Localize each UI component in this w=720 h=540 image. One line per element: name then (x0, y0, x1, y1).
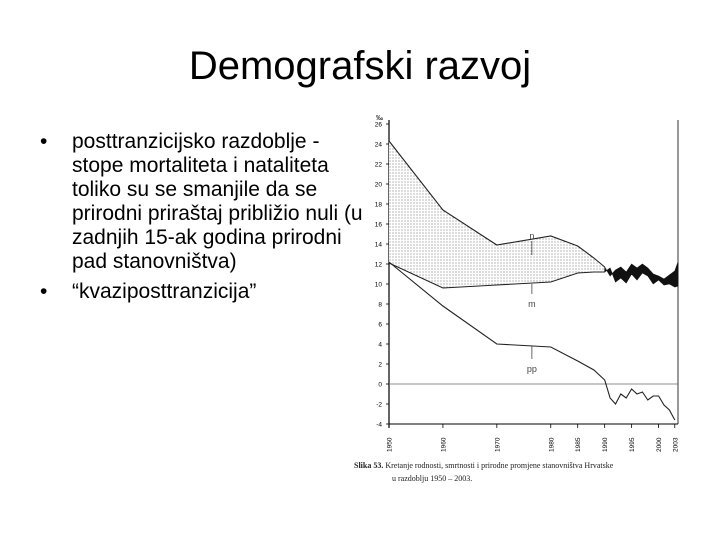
x-tick-label: 1995 (629, 437, 637, 452)
y-tick-label: 6 (378, 321, 382, 329)
bullet-dot: • (40, 130, 48, 153)
y-tick-label: 0 (378, 381, 382, 389)
x-tick-label: 1970 (494, 437, 502, 452)
x-tick-label: 2003 (672, 437, 680, 452)
slide-title: Demografski razvoj (188, 44, 532, 88)
y-tick-label: 20 (374, 181, 382, 189)
late-period-band (605, 262, 678, 287)
series-label-pp: pp (526, 364, 537, 374)
bullet-item (40, 130, 370, 274)
y-tick-label: 18 (374, 201, 382, 209)
y-tick-label: 26 (374, 121, 382, 129)
bullet-dot: • (40, 280, 48, 303)
series-label-n: n (529, 231, 535, 241)
natality-mortality-band (389, 141, 605, 288)
y-tick-label: 2 (378, 361, 382, 369)
caption-text: Kretanje rodnosti, smrtnosti i prirodne promjene stanovništva Hrvatske (385, 461, 614, 470)
caption-label: Slika 53. (354, 461, 384, 470)
x-tick-label: 1985 (575, 437, 583, 452)
bullet-text: “kvaziposttranzicija” (72, 280, 257, 303)
x-tick-label: 1960 (440, 437, 448, 452)
caption-text-line2: u razdoblju 1950 – 2003. (392, 474, 473, 483)
x-tick-label: 1990 (602, 437, 610, 452)
figure-caption (354, 459, 694, 485)
y-tick-label: 10 (374, 281, 382, 289)
bullet-text: posttranzicijsko razdoblje - stope mortaliteta i nataliteta toliko su se smanjile da se prirodni priraštaj približio nuli (u zadnjih 15-ak godina prirodni pad stanovništva) (72, 130, 363, 273)
x-tick-label: 2000 (656, 437, 664, 452)
demography-chart (362, 112, 692, 457)
y-tick-label: 16 (374, 221, 382, 229)
y-tick-label: 14 (374, 241, 382, 249)
demography-figure (362, 112, 692, 497)
y-tick-label: 24 (374, 141, 382, 149)
y-tick-label: 4 (378, 341, 382, 349)
y-tick-label: 22 (374, 161, 382, 169)
chart-fills (389, 141, 678, 288)
y-unit-label: ‰ (376, 115, 383, 122)
x-tick-label: 1950 (386, 437, 394, 452)
y-tick-label: -2 (376, 401, 382, 409)
bullet-item (40, 280, 370, 304)
series-label-m: m (528, 299, 536, 309)
chart-ticks (375, 122, 679, 453)
x-tick-label: 1980 (548, 437, 556, 452)
y-tick-label: 8 (378, 301, 382, 309)
bullet-list (40, 130, 370, 310)
y-tick-label: 12 (374, 261, 382, 269)
y-tick-label: -4 (376, 421, 382, 429)
